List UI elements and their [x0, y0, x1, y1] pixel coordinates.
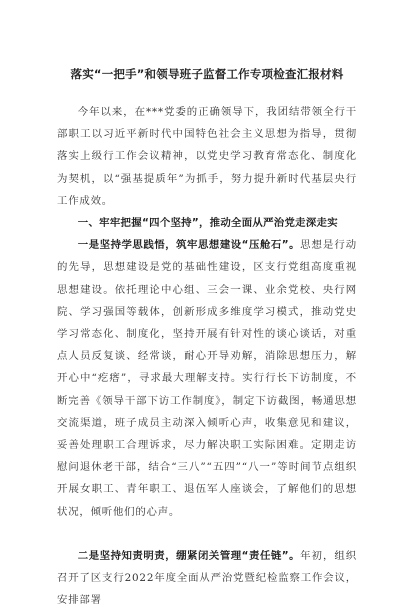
section-heading-1: 一、牢牢把握“四个坚持”，推动全面从严治党走深走实 — [77, 217, 338, 230]
paragraph-1-lead: 一是坚持学思践悟，筑牢思想建设“压舱石”。 — [77, 239, 301, 252]
paragraph-1 — [57, 234, 357, 523]
paragraph-2-lead: 二是坚持知责明责，绷紧闭关管理“责任链”。 — [77, 549, 301, 562]
document-title: 落实“一把手”和领导班子监督工作专项检查汇报材料 — [70, 67, 344, 81]
paragraph-2-body: 年初，组织召开了区支行2022年度全面从严治党暨纪检监察工作会议，安排部署 — [57, 549, 357, 607]
paragraph-1-body: 思想是行动的先导，思想建设是党的基础性建设，区支行党组高度重视思想建设。依托理论中心组、三会一课、业余党校、央行网院、学习强国等载体，创新形成多维度学习模式，推动党史学习常态化、制度化，坚持开展有针对性的谈心谈话，对重点人员反复谈、经常谈，耐心开导劝解，消除思想压力，解开心中“疙瘩”，寻求最大理解支持。实行行长下访制度，不断完善《领导干部下访工作制度》，制定下访截图，畅通思想交流渠道，班子成员主动深入倾听心声，收集意见和建议，妥善处理职工合理诉求，尽力解决职工实际困难。定期走访慰问退休老干部，结合“三八”“五四”“八一”等时间节点组织开展女职工、青年职工、退伍军人座谈会，了解他们的思想状况，倾听他们的心声。 — [57, 239, 357, 518]
paragraph-2 — [57, 545, 357, 611]
intro-paragraph: 今年以来，在***党委的正确领导下，我团结带领全行干部职工以习近平新时代中国特色社会主义思想为指导，贯彻落实上级行工作会议精神，以党史学习教育常态化、制度化为契机，以“强基提质年”为抓手，努力提升新时代基层央行工作成效。 — [57, 106, 357, 207]
